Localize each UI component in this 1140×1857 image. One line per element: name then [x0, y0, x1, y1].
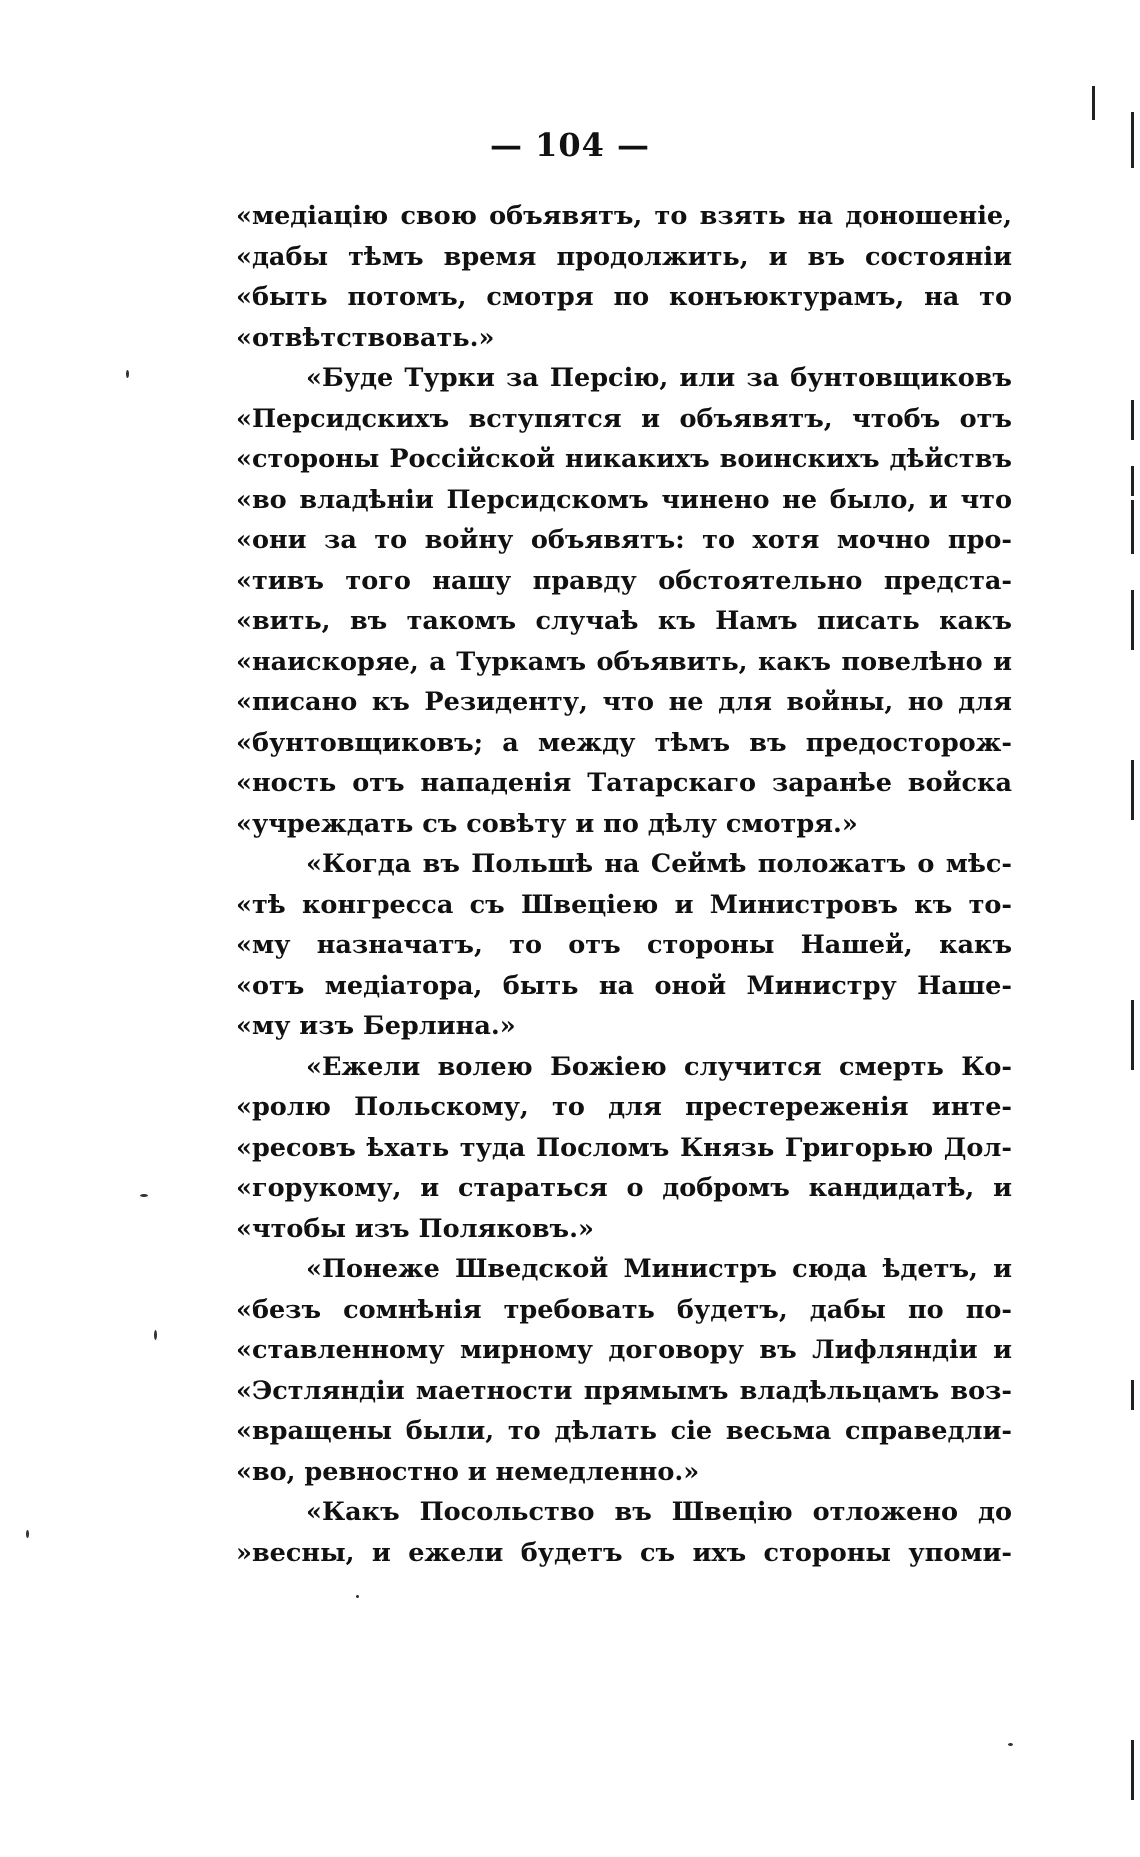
text-line: «му изъ Берлина.»	[236, 1011, 516, 1041]
paragraph-first-line: «Понеже Шведской Министръ сюда ѣдетъ, и	[306, 1254, 1012, 1284]
text-line: «отвѣтствовать.»	[236, 322, 495, 353]
text-line: «быть потомъ, смотря по конъюктурамъ, на то	[236, 282, 1012, 312]
text-line: «му назначатъ, то отъ стороны Нашей, какъ	[236, 930, 1012, 960]
scan-edge-mark	[1092, 86, 1095, 120]
scan-edge-mark	[1131, 500, 1134, 554]
paragraph-first-line: «Буде Турки за Персію, или за бунтовщиковъ	[306, 363, 1012, 393]
text-line: «дабы тѣмъ время продолжить, и въ состояніи	[236, 241, 1012, 272]
paragraph-first-line: «Какъ Посольство въ Швецію отложено до	[306, 1497, 1012, 1527]
text-line: «вращены были, то дѣлать сіе весьма справедли-	[236, 1416, 1012, 1446]
text-line: «ставленному мирному договору въ Лифляндіи и	[236, 1335, 1012, 1365]
text-line: «безъ сомнѣнія требовать будетъ, дабы по по-	[236, 1294, 1012, 1325]
text-line: «наискоряе, а Туркамъ объявить, какъ повелѣно и	[236, 646, 1012, 677]
scan-edge-mark	[1131, 1380, 1134, 1410]
text-line: «медіацію свою объявятъ, то взять на доношеніе,	[236, 201, 1012, 231]
page-number: — 104 —	[489, 126, 651, 164]
text-line: «бунтовщиковъ; а между тѣмъ въ предосторож-	[236, 727, 1012, 758]
scan-edge-mark	[1131, 760, 1134, 820]
text-line: «тивъ того нашу правду обстоятельно предста-	[236, 565, 1012, 596]
paragraph-first-line: «Когда въ Польшѣ на Сеймѣ положатъ о мѣс-	[306, 849, 1012, 879]
text-line: «тѣ конгресса съ Швеціею и Министровъ къ то-	[236, 889, 1012, 920]
paragraph-first-line: «Ежели волею Божіею случится смерть Ко-	[306, 1051, 1012, 1082]
scan-speck	[140, 1194, 148, 1197]
scan-edge-mark	[1131, 590, 1134, 650]
scan-edge-mark	[1131, 466, 1134, 496]
text-line: «во владѣніи Персидскомъ чинено не было, и что	[236, 484, 1012, 515]
scan-edge-mark	[1131, 1000, 1134, 1070]
text-line: «ролю Польскому, то для престереженія инте-	[236, 1092, 1012, 1122]
scan-edge-mark	[1131, 1740, 1134, 1800]
text-line: «ность отъ нападенія Татарскаго заранѣе войска	[236, 768, 1012, 798]
text-line: »весны, и ежели будетъ съ ихъ стороны упоми-	[236, 1537, 1012, 1568]
text-line: «они за то войну объявятъ: то хотя мочно про-	[236, 525, 1012, 555]
body-text	[236, 196, 1012, 1573]
text-line: «Эстляндіи маетности прямымъ владѣльцамъ воз-	[236, 1375, 1012, 1406]
text-line: «вить, въ такомъ случаѣ къ Намъ писать какъ	[236, 606, 1012, 636]
text-line: «горукому, и стараться о добромъ кандидатѣ, и	[236, 1173, 1012, 1203]
scan-speck	[356, 1595, 359, 1598]
scan-speck	[26, 1530, 29, 1538]
scan-speck	[154, 1330, 157, 1340]
text-line: «отъ медіатора, быть на оной Министру Наше-	[236, 970, 1012, 1001]
text-line: «чтобы изъ Поляковъ.»	[236, 1213, 594, 1244]
text-line: «учреждать съ совѣту и по дѣлу смотря.»	[236, 808, 858, 839]
scan-edge-mark	[1131, 112, 1134, 168]
scan-speck	[126, 370, 129, 378]
scan-edge-mark	[1131, 400, 1134, 440]
text-line: «стороны Россійской никакихъ воинскихъ дѣйствъ	[236, 444, 1012, 474]
scan-speck	[1008, 1743, 1013, 1746]
text-line: «писано къ Резиденту, что не для войны, но для	[236, 687, 1012, 717]
text-line: «во, ревностно и немедленно.»	[236, 1456, 700, 1487]
text-line: «Персидскихъ вступятся и объявятъ, чтобъ отъ	[236, 403, 1012, 434]
text-line: «ресовъ ѣхать туда Посломъ Князь Григорью Дол-	[236, 1132, 1012, 1163]
